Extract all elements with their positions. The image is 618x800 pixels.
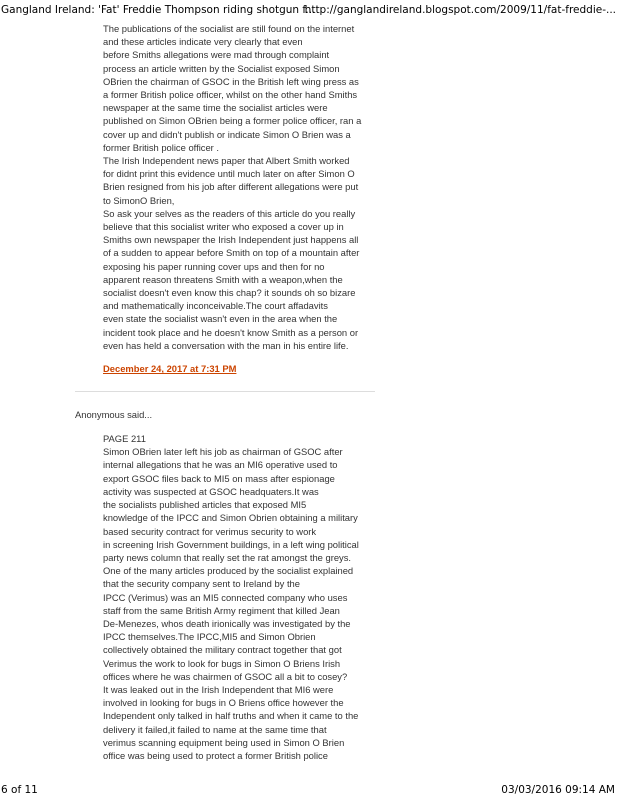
comment-line: even has held a conversation with the man in his entire life. bbox=[103, 339, 349, 351]
print-header bbox=[0, 2, 618, 18]
comment-line: published on Simon OBrien being a former police officer, ran a bbox=[103, 115, 362, 127]
comment-line: Verimus the work to look for bugs in Simon O Briens Irish bbox=[103, 657, 341, 669]
comment-line: Brien resigned from his job after different allegations were put bbox=[103, 181, 359, 193]
comment-line: a former British police officer, whilst on the other hand Smiths bbox=[103, 89, 358, 101]
print-footer bbox=[0, 782, 618, 800]
comment-line: that the security company sent to Ireland by the bbox=[103, 578, 300, 590]
comment-line: collectively obtained the military contract together that got bbox=[103, 644, 342, 656]
comment-line: It was leaked out in the Irish Independent that MI6 were bbox=[103, 683, 334, 695]
comment-line: and mathematically inconceivable.The court affadavits bbox=[103, 300, 328, 312]
comment-line: Simon OBrien later left his job as chairman of GSOC after bbox=[103, 446, 343, 458]
comment-line: involved in looking for bugs in O Briens office however the bbox=[103, 697, 344, 709]
comment-body bbox=[103, 22, 403, 352]
comment-body bbox=[103, 432, 403, 762]
comment-line: incident took place and he doesn't know Smith as a person or bbox=[103, 326, 359, 338]
comment-line: delivery it failed,it failed to name at the same time that bbox=[103, 723, 327, 735]
comment-line: knowledge of the IPCC and Simon Obrien obtaining a military bbox=[103, 512, 358, 524]
comment-line: to SimonO Brien, bbox=[103, 194, 175, 206]
comment-line: newspaper at the same time the socialist articles were bbox=[103, 102, 328, 114]
comment-line: even state the socialist wasn't even in the area when the bbox=[103, 313, 338, 325]
print-datetime: 03/03/2016 09:14 AM bbox=[501, 784, 615, 796]
comment-line: socialist doesn't even know this chap? it sounds oh so bizare bbox=[103, 287, 356, 299]
comment-line: IPCC themselves.The IPCC,MI5 and Simon Obrien bbox=[103, 631, 316, 643]
comment-line: export GSOC files back to MI5 on mass after espionage bbox=[103, 472, 335, 484]
comment-line: and these articles indicate very clearly that even bbox=[103, 36, 303, 48]
comment-line: in screening Irish Government buildings, in a left wing political bbox=[103, 538, 359, 550]
comment-line: party news column that really set the rat amongst the greys. bbox=[103, 551, 352, 563]
comment-line: One of the many articles produced by the socialist explained bbox=[103, 565, 354, 577]
comment-line: for didnt print this evidence until much later on after Simon O bbox=[103, 168, 355, 180]
comment-line: apparent reason threatens Smith with a weapon,when the bbox=[103, 273, 343, 285]
comment-divider bbox=[75, 391, 375, 392]
comment-line: before Smiths allegations were mad through complaint bbox=[103, 49, 330, 61]
page-title: Gangland Ireland: 'Fat' Freddie Thompson riding shotgun f... bbox=[1, 4, 316, 16]
comment-line: OBrien the chairman of GSOC in the British left wing press as bbox=[103, 75, 359, 87]
comment-line: So ask your selves as the readers of this article do you really bbox=[103, 207, 356, 219]
comment-line: staff from the same British Army regiment that killed Jean bbox=[103, 604, 340, 616]
comment-line: process an article written by the Socialist exposed Simon bbox=[103, 62, 340, 74]
comment-line: offices where he was chairmen of GSOC all a bit to cosey? bbox=[103, 670, 348, 682]
comment-timestamp-link[interactable]: December 24, 2017 at 7:31 PM bbox=[103, 363, 237, 375]
comment-line: office was being used to protect a former British police bbox=[103, 749, 328, 761]
comment-line: based security contract for verimus security to work bbox=[103, 525, 317, 537]
comment-line: believe that this socialist writer who exposed a cover up in bbox=[103, 221, 344, 233]
comment-line: the socialists published articles that exposed MI5 bbox=[103, 499, 307, 511]
page-number: 6 of 11 bbox=[1, 784, 38, 796]
page-url: http://ganglandireland.blogspot.com/2009/11/fat-freddie-... bbox=[304, 4, 616, 16]
comment-line: activity was suspected at GSOC headquaters.It was bbox=[103, 485, 319, 497]
comment-line: former British police officer . bbox=[103, 141, 220, 153]
comment-line: The Irish Independent news paper that Albert Smith worked bbox=[103, 155, 350, 167]
comment-line: exposing his paper running cover ups and then for no bbox=[103, 260, 325, 272]
comment-line: IPCC (Verimus) was an MI5 connected company who uses bbox=[103, 591, 348, 603]
comment-line: cover up and didn't publish or indicate Simon O Brien was a bbox=[103, 128, 351, 140]
comment-line: The publications of the socialist are still found on the internet bbox=[103, 23, 355, 34]
comment-line: verimus scanning equipment being used in Simon O Brien bbox=[103, 736, 345, 748]
comment-line: of a sudden to appear before Smith on top of a mountain after bbox=[103, 247, 360, 259]
comments-section bbox=[0, 22, 618, 762]
comment-author: Anonymous said... bbox=[75, 409, 153, 421]
comment-line: internal allegations that he was an MI6 operative used to bbox=[103, 459, 338, 471]
comment-line: PAGE 211 bbox=[103, 433, 146, 445]
comment-line: Smiths own newspaper the Irish Independent just happens all bbox=[103, 234, 359, 246]
comment-line: Independent only talked in half truths and when it came to the bbox=[103, 710, 359, 722]
comment-line: De-Menezes, whos death irionically was investigated by the bbox=[103, 617, 351, 629]
